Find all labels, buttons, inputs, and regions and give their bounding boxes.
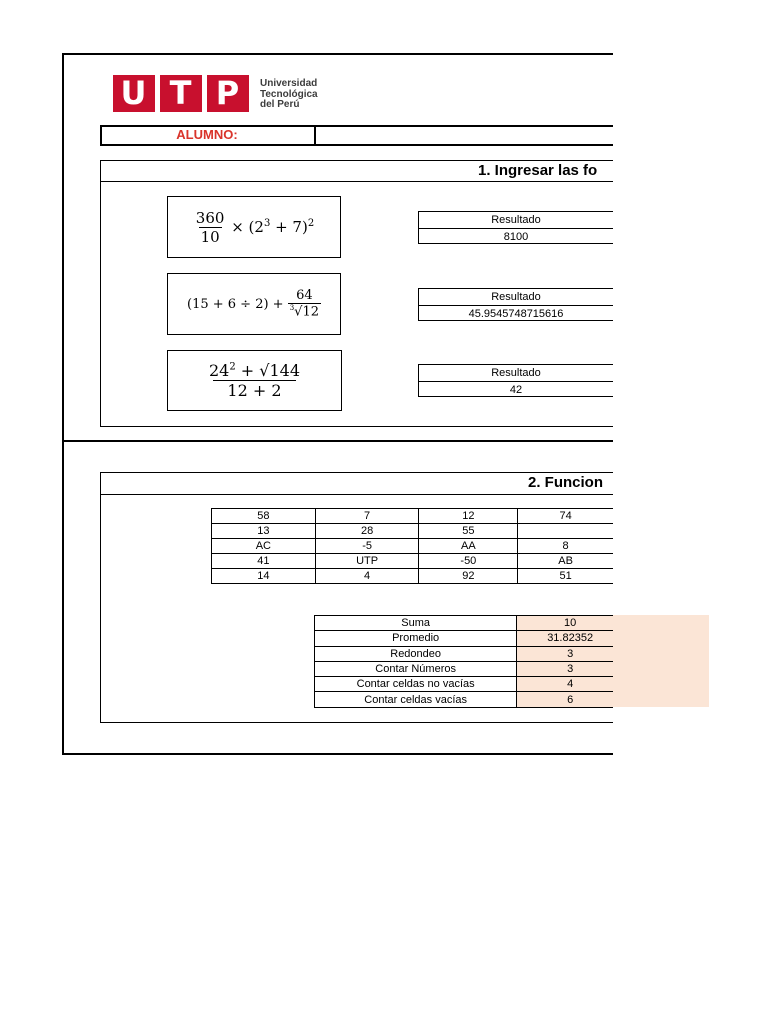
table-cell[interactable]: 8 (518, 539, 613, 554)
logo-letter-t: T (160, 75, 202, 112)
data-table (211, 508, 613, 584)
table-cell[interactable]: 74 (518, 509, 613, 524)
table-cell[interactable]: 4 (315, 569, 419, 584)
function-label: Suma (315, 616, 517, 631)
table-cell[interactable]: 92 (419, 569, 518, 584)
function-value[interactable]: 3 (517, 661, 613, 676)
table-cell[interactable]: 41 (212, 554, 316, 569)
function-label: Redondeo (315, 646, 517, 661)
result-3-header: Resultado (419, 365, 613, 382)
table-cell[interactable]: 51 (518, 569, 613, 584)
function-label: Promedio (315, 631, 517, 646)
table-row (212, 569, 614, 584)
formula-3-image: $\frac{24^2 + √144}{12 + 2}$ (167, 350, 342, 411)
section1-title-underline (100, 181, 613, 182)
logo-letter-p: P (207, 75, 249, 112)
table-row (212, 539, 614, 554)
result-1-table (418, 211, 613, 244)
table-cell[interactable]: 12 (419, 509, 518, 524)
alumno-label: ALUMNO: (100, 125, 316, 146)
section-divider (62, 440, 613, 442)
function-value[interactable]: 3 (517, 646, 613, 661)
result-2-table (418, 288, 613, 321)
function-value[interactable]: 4 (517, 677, 613, 692)
result-1-header: Resultado (419, 212, 613, 229)
section2-title-underline (100, 494, 613, 495)
table-cell[interactable]: 7 (315, 509, 419, 524)
functions-values-overflow (613, 615, 709, 707)
table-cell[interactable]: 58 (212, 509, 316, 524)
functions-table (314, 615, 613, 708)
result-3-table (418, 364, 613, 397)
function-value[interactable]: 31.82352 (517, 631, 613, 646)
alumno-input-cell[interactable] (318, 127, 613, 144)
table-row (212, 524, 614, 539)
result-2-header: Resultado (419, 289, 613, 306)
logo-university-name: Universidad Tecnológica del Perú (260, 78, 318, 110)
result-3-value[interactable]: 42 (509, 384, 523, 396)
table-cell[interactable]: UTP (315, 554, 419, 569)
result-2-value[interactable]: 45.9545748715616 (468, 308, 564, 320)
table-cell[interactable]: AB (518, 554, 613, 569)
table-cell[interactable]: -5 (315, 539, 419, 554)
function-row (315, 646, 614, 661)
table-cell[interactable]: AC (212, 539, 316, 554)
function-row (315, 616, 614, 631)
function-label: Contar Números (315, 661, 517, 676)
table-cell[interactable]: 28 (315, 524, 419, 539)
function-value[interactable]: 10 (517, 616, 613, 631)
table-cell[interactable] (518, 524, 613, 539)
result-1-value[interactable]: 8100 (503, 231, 529, 243)
function-row (315, 692, 614, 707)
logo-letter-u: U (113, 75, 155, 112)
function-row (315, 631, 614, 646)
table-row (212, 509, 614, 524)
function-label: Contar celdas vacías (315, 692, 517, 707)
table-row (212, 554, 614, 569)
formula-2-image: (15 + 6 ÷ 2) + $\frac{64}{^3√12}$ (167, 273, 341, 335)
function-value[interactable]: 6 (517, 692, 613, 707)
table-cell[interactable]: -50 (419, 554, 518, 569)
formula-1-image: $\frac{360}{10}$ × $(2^3 + 7)^2$ (167, 196, 341, 258)
table-cell[interactable]: AA (419, 539, 518, 554)
section1-title: 1. Ingresar las fo (478, 162, 598, 179)
function-row (315, 677, 614, 692)
function-label: Contar celdas no vacías (315, 677, 517, 692)
function-row (315, 661, 614, 676)
table-cell[interactable]: 14 (212, 569, 316, 584)
table-cell[interactable]: 13 (212, 524, 316, 539)
table-cell[interactable]: 55 (419, 524, 518, 539)
section2-title: 2. Funcion (528, 474, 603, 491)
